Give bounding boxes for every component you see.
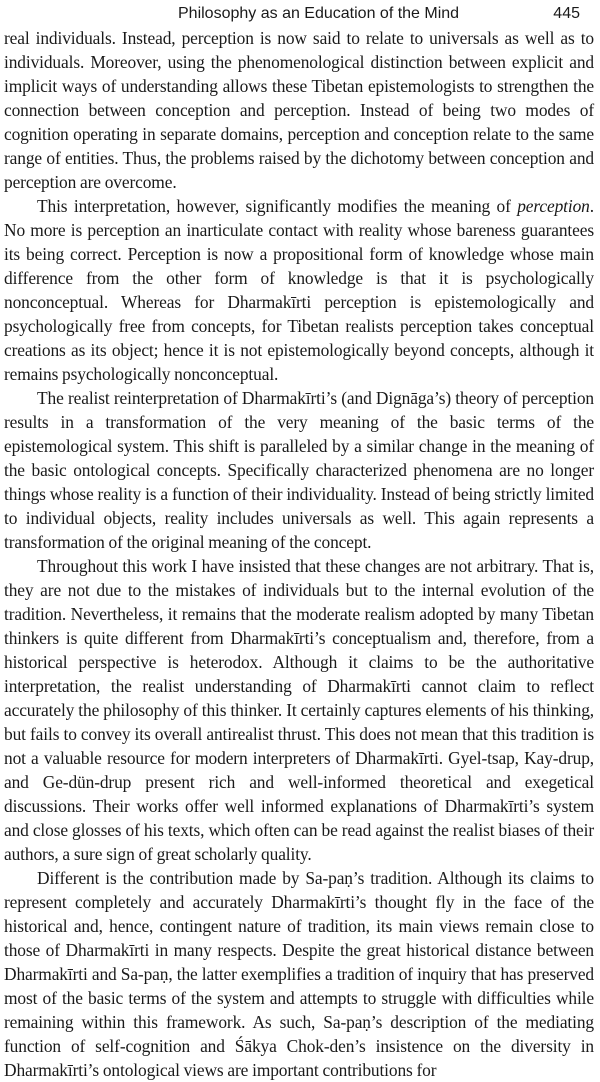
paragraph-2-emphasis: perception — [517, 196, 590, 216]
running-head — [4, 2, 594, 26]
body-text — [4, 26, 594, 1082]
paragraph-2-text-before: This interpretation, however, significantly modifies the meaning of — [37, 196, 518, 216]
paragraph-4: Throughout this work I have insisted that these changes are not arbitrary. That is, they are not due to the mistakes of individuals but to the internal evolution of the tradition. Nevertheless, it remains that the moderate realism adopted by many Tibetan thinkers is quite different from Dharmakīrti’s conceptualism and, therefore, from a historical perspective is heterodox. Although it claims to be the authoritative interpretation, the realist understanding of Dharmakīrti cannot claim to reflect accurately the philosophy of this thinker. It certainly captures elements of his thinking, but fails to convey its overall antirealist thrust. This does not mean that this tradition is not a valuable resource for modern interpreters of Dharmakīrti. Gyel-tsap, Kay-drup, and Ge-dün-drup present rich and well-informed theoretical and exegetical discussions. Their works offer well informed explanations of Dharmakīrti’s system and close glosses of his texts, which often can be read against the realist biases of their authors, a sure sign of great scholarly quality. — [4, 556, 594, 864]
paragraph-2-text-after: . No more is perception an inarticulate contact with reality whose bareness guarantees its being correct. Perception is now a propositional form of knowledge whose main difference from the other form of knowledge is that it is psychologically nonconceptual. Whereas for Dharmakīrti perception is epistemologically and psychologically free from concepts, for Tibetan realists perception takes conceptual creations as its object; hence it is not epistemologically beyond concepts, although it remains psychologically nonconceptual. — [4, 196, 594, 384]
paragraph-2 — [4, 194, 594, 386]
paragraph-5: Different is the contribution made by Sa-paṇ’s tradition. Although its claims to represent completely and accurately Dharmakīrti’s thought fly in the face of the historical and, hence, contingent nature of tradition, its main views remain close to those of Dharmakīrti in many respects. Despite the great historical distance between Dharmakīrti and Sa-paṇ, the latter exemplifies a tradition of inquiry that has preserved most of the basic terms of the system and attempts to struggle with difficulties while remaining within this framework. As such, Sa-paṇ’s description of the mediating function of self-cognition and Śākya Chok-den’s insistence on the diversity in Dharmakīrti’s ontological views are important contributions for — [4, 868, 594, 1080]
paragraph-3: The realist reinterpretation of Dharmakīrti’s (and Dignāga’s) theory of perception results in a transformation of the very meaning of the basic terms of the epistemological system. This shift is paralleled by a similar change in the meaning of the basic ontological concepts. Specifically characterized phenomena are no longer things whose reality is a function of their individuality. Instead of being strictly limited to individual objects, reality includes universals as well. This again represents a transformation of the original meaning of the concept. — [4, 388, 594, 552]
paragraph-1: real individuals. Instead, perception is now said to relate to universals as well as to individuals. Moreover, using the phenomenological distinction between explicit and implicit ways of understanding allows these Tibetan epistemologists to strengthen the connection between conception and perception. Instead of being two modes of cognition operating in separate domains, perception and conception relate to the same range of entities. Thus, the problems raised by the dichotomy between conception and perception are overcome. — [4, 28, 594, 192]
running-head-title: Philosophy as an Education of the Mind — [178, 5, 460, 22]
page-number: 445 — [553, 5, 580, 22]
